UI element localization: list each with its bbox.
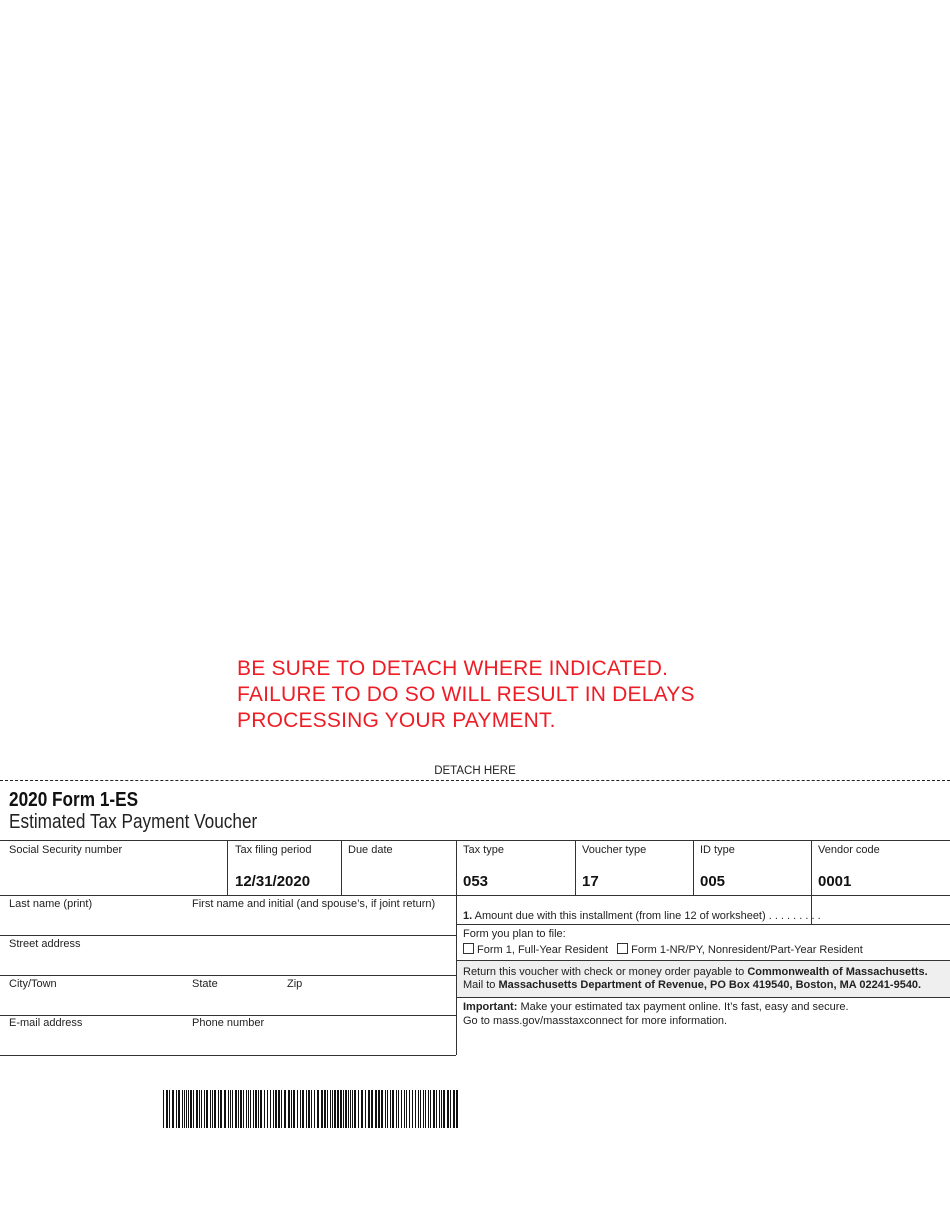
barcode-bar (358, 1090, 359, 1128)
barcode-bar (409, 1090, 410, 1128)
barcode-bar (441, 1090, 442, 1128)
barcode-bar (423, 1090, 424, 1128)
barcode-bar (204, 1090, 205, 1128)
barcode-bar (404, 1090, 405, 1128)
rule-left-5 (0, 1055, 456, 1056)
id-type-label: ID type (700, 844, 735, 856)
barcode-bar (206, 1090, 208, 1128)
barcode-bar (273, 1090, 274, 1128)
barcode-bar (302, 1090, 304, 1128)
barcode-bar (243, 1090, 244, 1128)
barcode-bar (381, 1090, 383, 1128)
barcode-bar (330, 1090, 331, 1128)
barcode-bar (340, 1090, 342, 1128)
phone-label: Phone number (192, 1017, 265, 1029)
barcode-bar (163, 1090, 164, 1128)
ssn-input[interactable] (2, 858, 224, 892)
form1nrpy-option[interactable] (617, 944, 863, 956)
barcode-bar (212, 1090, 213, 1128)
tax-period-label: Tax filing period (235, 844, 312, 856)
barcode (163, 1090, 459, 1128)
barcode-bar (430, 1090, 431, 1128)
rule-row1 (0, 895, 950, 896)
rule-v2 (341, 840, 342, 895)
amount-line-text: Amount due with this installment (from line 12 of worksheet) (472, 910, 766, 922)
first-name-label: First name and initial (and spouse’s, if joint return) (192, 898, 436, 910)
plan-options (463, 943, 863, 957)
barcode-bar (350, 1090, 351, 1128)
barcode-bar (443, 1090, 445, 1128)
barcode-bar (291, 1090, 292, 1128)
barcode-bar (415, 1090, 416, 1128)
barcode-bar (210, 1090, 211, 1128)
vendor-code-value: 0001 (818, 873, 852, 890)
barcode-bar (375, 1090, 377, 1128)
last-name-label: Last name (print) (9, 898, 93, 910)
due-date-label: Due date (348, 844, 393, 856)
tax-period-value: 12/31/2020 (235, 873, 311, 890)
barcode-bar (361, 1090, 363, 1128)
barcode-bar (250, 1090, 251, 1128)
barcode-bar (172, 1090, 174, 1128)
barcode-bar (224, 1090, 226, 1128)
warning-line-1: BE SURE TO DETACH WHERE INDICATED. (237, 657, 669, 680)
barcode-bar (184, 1090, 185, 1128)
zip-label: Zip (287, 978, 303, 990)
important-text: Make your estimated tax payment online. It’s fast, easy and secure. (517, 1001, 849, 1013)
voucher-type-label: Voucher type (582, 844, 647, 856)
rule-top (0, 840, 950, 841)
barcode-bar (453, 1090, 455, 1128)
barcode-bar (235, 1090, 237, 1128)
barcode-bar (332, 1090, 333, 1128)
detach-line (0, 780, 950, 781)
barcode-bar (398, 1090, 399, 1128)
barcode-bar (396, 1090, 397, 1128)
name-input[interactable] (2, 912, 454, 933)
barcode-bar (306, 1090, 307, 1128)
barcode-bar (387, 1090, 388, 1128)
vendor-code-label: Vendor code (818, 844, 880, 856)
barcode-bar (176, 1090, 177, 1128)
rule-right-1 (456, 924, 950, 925)
barcode-bar (275, 1090, 277, 1128)
amount-due-input[interactable] (813, 897, 948, 923)
return-info-line1-text: Return this voucher with check or money order payable to (463, 966, 748, 978)
barcode-bar (264, 1090, 265, 1128)
important-note-line2: Go to mass.gov/masstaxconnect for more information. (463, 1015, 728, 1027)
barcode-bar (248, 1090, 249, 1128)
rule-v1 (227, 840, 228, 895)
barcode-bar (447, 1090, 449, 1128)
barcode-bar (348, 1090, 349, 1128)
barcode-bar (238, 1090, 239, 1128)
detach-here-label: DETACH HERE (434, 765, 516, 777)
barcode-bar (232, 1090, 233, 1128)
barcode-bar (418, 1090, 419, 1128)
barcode-bar (218, 1090, 219, 1128)
barcode-bar (406, 1090, 407, 1128)
barcode-bar (390, 1090, 391, 1128)
barcode-bar (337, 1090, 339, 1128)
barcode-bar (284, 1090, 286, 1128)
state-label: State (192, 978, 218, 990)
amount-line-number: 1. (463, 910, 473, 922)
barcode-bar (456, 1090, 458, 1128)
id-type-value: 005 (700, 873, 726, 890)
return-info-line2 (463, 978, 921, 992)
barcode-bar (258, 1090, 259, 1128)
form1nrpy-option-label: Form 1-NR/PY, Nonresident/Part-Year Resident (631, 944, 863, 956)
barcode-bar (193, 1090, 194, 1128)
barcode-bar (324, 1090, 326, 1128)
barcode-bar (253, 1090, 254, 1128)
barcode-bar (450, 1090, 451, 1128)
barcode-bar (230, 1090, 231, 1128)
return-info-line2-text: Mail to (463, 979, 499, 991)
rule-left-3 (0, 975, 456, 976)
barcode-bar (311, 1090, 312, 1128)
barcode-bar (199, 1090, 200, 1128)
important-label: Important: (463, 1001, 518, 1013)
barcode-bar (201, 1090, 202, 1128)
form1-option-label: Form 1, Full-Year Resident (477, 944, 609, 956)
barcode-bar (317, 1090, 319, 1128)
rule-v5 (693, 840, 694, 895)
barcode-bar (420, 1090, 421, 1128)
barcode-bar (270, 1090, 271, 1128)
barcode-bar (428, 1090, 429, 1128)
barcode-bar (436, 1090, 437, 1128)
amount-line-dots: . . . . . . . . . (765, 910, 821, 922)
tax-type-label: Tax type (463, 844, 504, 856)
rule-v4 (575, 840, 576, 895)
barcode-bar (327, 1090, 328, 1128)
ssn-label: Social Security number (9, 844, 123, 856)
return-info-line1 (463, 965, 928, 979)
barcode-bar (228, 1090, 229, 1128)
barcode-bar (260, 1090, 262, 1128)
barcode-bar (378, 1090, 380, 1128)
city-label: City/Town (9, 978, 57, 990)
form-subtitle: Estimated Tax Payment Voucher (9, 811, 258, 833)
barcode-bar (412, 1090, 413, 1128)
barcode-bar (240, 1090, 242, 1128)
voucher-type-value: 17 (582, 873, 599, 890)
email-phone-input[interactable] (2, 1031, 454, 1053)
barcode-bar (267, 1090, 268, 1128)
barcode-bar (196, 1090, 198, 1128)
barcode-bar (288, 1090, 290, 1128)
barcode-bar (188, 1090, 189, 1128)
barcode-bar (278, 1090, 280, 1128)
barcode-bar (439, 1090, 440, 1128)
barcode-bar (392, 1090, 394, 1128)
email-label: E-mail address (9, 1017, 83, 1029)
street-input[interactable] (2, 952, 454, 973)
barcode-bar (246, 1090, 247, 1128)
form1nrpy-checkbox[interactable] (617, 943, 628, 954)
barcode-bar (371, 1090, 373, 1128)
barcode-bar (169, 1090, 170, 1128)
street-label: Street address (9, 938, 81, 950)
form1-option[interactable] (463, 944, 608, 956)
barcode-bar (190, 1090, 192, 1128)
barcode-bar (433, 1090, 435, 1128)
rule-left-4 (0, 1015, 456, 1016)
barcode-bar (182, 1090, 183, 1128)
barcode-bar (300, 1090, 301, 1128)
plan-label: Form you plan to file: (463, 928, 566, 940)
amount-due-line (463, 909, 821, 923)
barcode-bar (255, 1090, 257, 1128)
barcode-bar (321, 1090, 323, 1128)
form-title: 2020 Form 1-ES (9, 789, 139, 811)
due-date-input[interactable] (344, 858, 454, 892)
barcode-bar (345, 1090, 347, 1128)
barcode-bar (401, 1090, 402, 1128)
barcode-bar (308, 1090, 310, 1128)
barcode-bar (354, 1090, 356, 1128)
return-info-line1-bold: Commonwealth of Massachusetts. (747, 966, 928, 978)
barcode-bar (343, 1090, 344, 1128)
rule-left-2 (0, 935, 456, 936)
detach-warning (237, 656, 695, 734)
rule-v3 (456, 840, 457, 1055)
important-note (463, 1000, 849, 1014)
barcode-bar (281, 1090, 282, 1128)
barcode-bar (352, 1090, 353, 1128)
warning-line-3: PROCESSING YOUR PAYMENT. (237, 709, 556, 732)
warning-line-2: FAILURE TO DO SO WILL RESULT IN DELAYS (237, 683, 695, 706)
barcode-bar (166, 1090, 168, 1128)
barcode-bar (297, 1090, 298, 1128)
city-state-zip-input[interactable] (2, 992, 454, 1013)
barcode-bar (425, 1090, 426, 1128)
barcode-bar (365, 1090, 366, 1128)
form1-checkbox[interactable] (463, 943, 474, 954)
tax-type-value: 053 (463, 873, 489, 890)
barcode-bar (368, 1090, 370, 1128)
barcode-bar (385, 1090, 386, 1128)
barcode-bar (314, 1090, 315, 1128)
barcode-bar (186, 1090, 187, 1128)
barcode-bar (220, 1090, 222, 1128)
barcode-bar (178, 1090, 180, 1128)
barcode-bar (214, 1090, 216, 1128)
barcode-bar (293, 1090, 295, 1128)
barcode-bar (334, 1090, 336, 1128)
return-info-line2-bold: Massachusetts Department of Revenue, PO Box 419540, Boston, MA 02241-9540. (498, 979, 922, 991)
